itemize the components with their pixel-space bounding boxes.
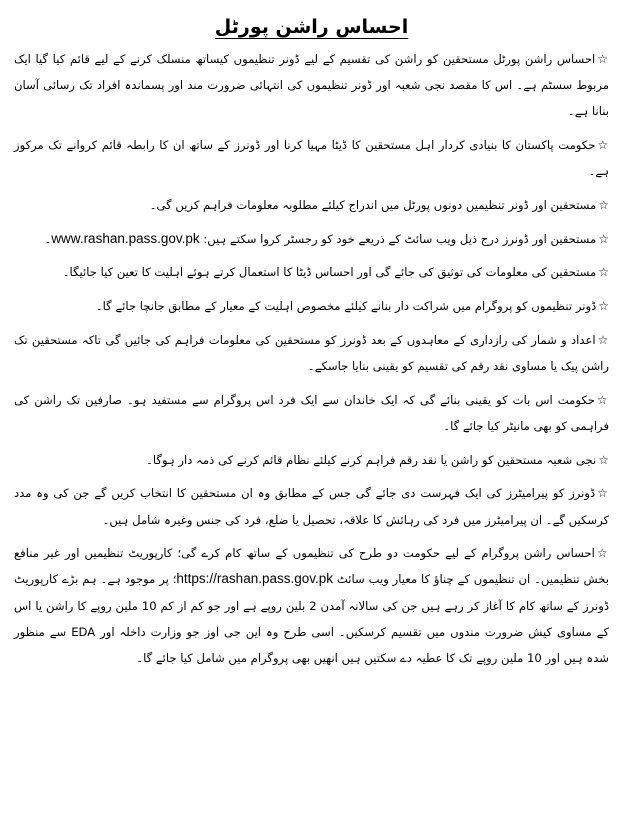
paragraph-7: ☆اعداد و شمار کی رازداری کے معاہدوں کے بعد ڈونرز کو مستحقین کی معلومات فراہم کی جائیں گی تاکہ مستحقین تک راشن پیک یا مساوی نقد رقم کی تقسیم کو یقینی بنایا جاسکے۔ — [14, 332, 609, 374]
website-url[interactable]: https://rashan.pass.gov.pk — [176, 571, 333, 587]
paragraph-list — [14, 46, 609, 671]
paragraph-3: ☆مستحقین اور ڈونر تنظیمیں دونوں پورٹل میں اندراج کیلئے مطلوبہ معلومات فراہم کریں گی۔ — [149, 198, 609, 213]
paragraph-5: ☆مستحقین کی معلومات کی توثیق کی جائے گی اور احساس ڈیٹا کا استعمال کرتے ہوئے اہلیت کا تعین کیا جائیگا۔ — [62, 265, 609, 280]
star-icon: ☆ — [597, 138, 609, 153]
star-icon: ☆ — [597, 332, 609, 347]
star-icon: ☆ — [596, 392, 609, 407]
star-icon: ☆ — [597, 486, 609, 501]
star-icon: ☆ — [598, 231, 609, 246]
page-title: احساس راشن پورٹل — [214, 16, 409, 38]
paragraph-11: ☆احساس راشن پروگرام کے لیے حکومت دو طرح کی تنظیموں کے ساتھ کام کرے گی؛ کارپوریٹ تنظیمیں اور غیر منافع بخش تنظیمیں۔ ان تنظیموں کے چناؤ کا معیار ویب سائٹ https://rashan.pass.gov.pk؛ پر موجود ہے۔ ہم بڑے کارپوریٹ ڈونرز کے ساتھ کام کا آغاز کر رہے ہیں جن کی سالانہ آمدن 2 بلین روپے ہے اور جو کم از کم 10 ملین روپے کا راشن یا اس کے مساوی کیش ضرورت مندوں میں تقسیم کرسکیں۔ اسی طرح وہ این جی اوز جو وزارت داخلہ اور EDA سے منظور شدہ ہیں اور 10 ملین روپے تک کا عطیہ دے سکتیں ہیں انھیں بھی پروگرام میں شامل کیا جائے گا۔ — [14, 546, 610, 666]
star-icon: ☆ — [598, 299, 609, 314]
star-icon: ☆ — [598, 198, 609, 213]
paragraph-9: ☆نجی شعبہ مستحقین کو راشن یا نقد رقم فراہم کرنے کیلئے نظام قائم کرنے کی ذمہ دار ہوگا۔ — [146, 452, 609, 467]
website-url[interactable]: www.rashan.pass.gov.pk — [51, 230, 200, 246]
paragraph-10: ☆ڈونرز کو پیرامیٹرز کی ایک فہرست دی جائے گی جس کے مطابق وہ ان مستحقین کا انتخاب کریں گے جن کی وہ مدد کرسکیں گے۔ ان پیرامیٹرز میں فرد کی رہائش کا علاقہ، تحصیل یا ضلع، فرد کی جنس وغیرہ شامل ہیں۔ — [14, 486, 609, 527]
paragraph-6: ☆ڈونر تنظیموں کو پروگرام میں شراکت دار بنانے کیلئے مخصوص اہلیت کے معیار کے مطابق جانچا جائے گا۔ — [95, 299, 609, 314]
star-icon: ☆ — [598, 265, 609, 280]
paragraph-4: ☆مستحقین اور ڈونرز درج ذیل ویب سائٹ کے ذریعے خود کو رجسٹر کروا سکتے ہیں: www.rashan.pass.gov.pk۔ — [44, 230, 609, 246]
star-icon: ☆ — [596, 546, 609, 561]
paragraph-8: ☆حکومت اس بات کو یقینی بنائے گی کہ ایک خاندان سے ایک فرد اس پروگرام سے مستفید ہو۔ صارفین تک راشن کی فراہمی کو بھی مانیٹر کیا جائے گا۔ — [14, 392, 609, 433]
star-icon: ☆ — [597, 52, 609, 66]
paragraph-2: ☆حکومت پاکستان کا بنیادی کردار اہل مستحقین کا ڈیٹا مہیا کرنا اور ڈونرز کے ساتھ ان کا رابطہ قائم کروانے تک مرکوز ہے۔ — [14, 138, 609, 179]
star-icon: ☆ — [598, 452, 609, 467]
paragraph-1: ☆احساس راشن پورٹل مستحقین کو راشن کی تقسیم کے لیے ڈونر تنظیموں کیساتھ منسلک کرنے کے لیے قائم کیا گیا ایک مربوط سسٹم ہے۔ اس کا مقصد نجی شعبہ اور ڈونر تنظیموں کی انتہائی ضرورت مند اور پسماندہ افراد تک رسائی آسان بنانا ہے۔ — [14, 52, 609, 119]
